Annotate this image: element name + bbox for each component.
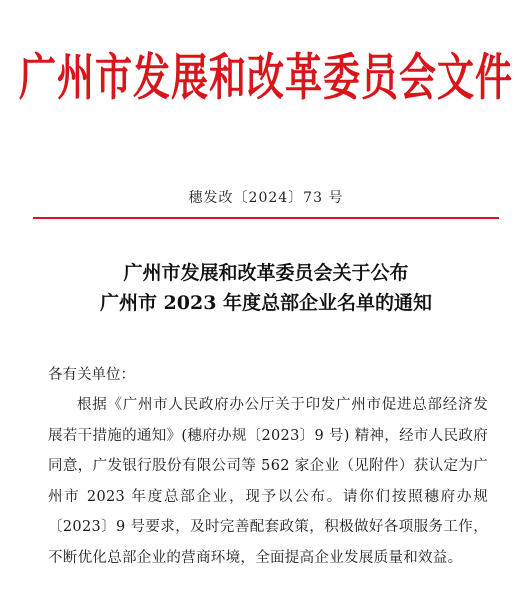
body-paragraph: 根据《广州市人民政府办公厅关于印发广州市促进总部经济发展若干措施的通知》(穗府办规〔2023〕9 号) 精神，经市人民政府同意，广发银行股份有限公司等 562 家企业（见附件）获认定为广州市 2023 年度总部企业，现予以公布。请你们按照穗府办规〔2023〕9 号要求，及时完善配套政策，积极做好各项服务工作，不断优化总部企业的营商环境，全面提高企业发展质量和效益。: [48, 397, 488, 566]
masthead-title: 广州市发展和改革委员会文件: [19, 48, 513, 107]
document-title: [0, 258, 532, 318]
document-title-line-1: 广州市发展和改革委员会关于公布: [123, 262, 409, 284]
red-divider-line: [33, 217, 499, 219]
addressee: 各有关单位：: [48, 367, 135, 383]
document-title-line-2: 广州市 2023 年度总部企业名单的通知: [99, 292, 433, 314]
document-number: 穗发改〔2024〕73 号: [188, 190, 344, 206]
